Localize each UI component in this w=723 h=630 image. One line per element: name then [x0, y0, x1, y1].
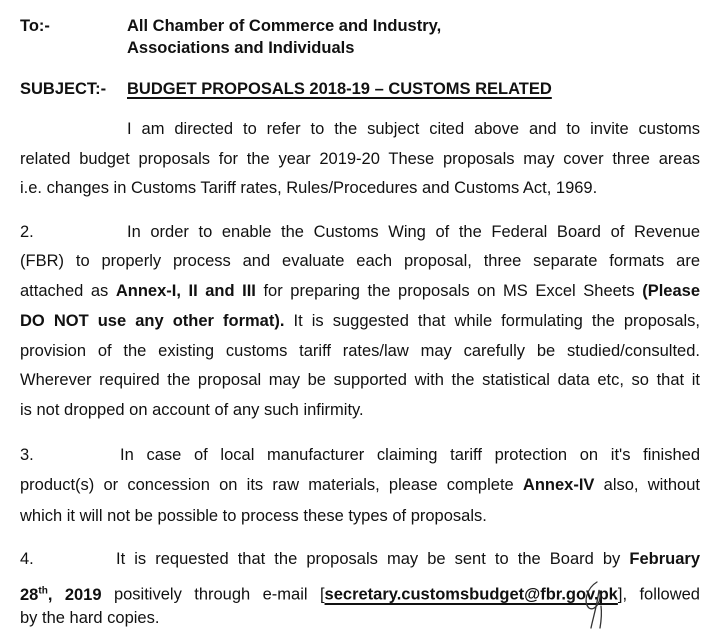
para3-line-3: which it will not be possible to process these types of proposals. — [20, 507, 487, 525]
para2-line-3 — [20, 280, 700, 302]
format-warning: DO NOT use any other format). — [20, 312, 285, 330]
para3-line-2 — [20, 474, 700, 496]
para2-line-4 — [20, 310, 700, 332]
para2-line-2: (FBR) to properly process and evaluate each proposal, three separate formats are — [20, 252, 700, 270]
para2-line-4-b: It is suggested that while formulating the proposals, — [293, 312, 700, 330]
para4-line-3: by the hard copies. — [20, 609, 160, 627]
para2-line-1: In order to enable the Customs Wing of the Federal Board of Revenue — [127, 223, 700, 241]
subject-label: SUBJECT:- — [20, 80, 107, 98]
handwritten-signature-mark — [575, 578, 615, 630]
para4-line-1-a: It is requested that the proposals may be sent to the Board by — [116, 550, 621, 568]
para3-line-2-a: product(s) or concession on its raw materials, please complete — [20, 476, 514, 494]
para3-number: 3. — [20, 446, 34, 464]
para2-line-7: is not dropped on account of any such infirmity. — [20, 401, 364, 419]
para3-line-1: In case of local manufacturer claiming tariff protection on it's finished — [120, 446, 700, 464]
para4-line-1 — [116, 548, 700, 570]
subject-title: BUDGET PROPOSALS 2018-19 – CUSTOMS RELATED — [127, 80, 552, 98]
email-link[interactable]: secretary.customsbudget@fbr.gov.pk — [324, 585, 618, 604]
para3-line-2-c: also, without — [603, 476, 700, 494]
para4-number: 4. — [20, 550, 34, 568]
para2-line-5: provision of the existing customs tariff rates/law may carefully be studied/consulted. — [20, 342, 700, 360]
deadline-month: February — [629, 550, 700, 568]
annex-iv: Annex-IV — [522, 476, 595, 494]
para2-line-6: Wherever required the proposal may be supported with the statistical data etc, so that it — [20, 371, 700, 389]
para2-line-3-c: for preparing the proposals on MS Excel Sheets — [263, 282, 635, 300]
para1-line-2: related budget proposals for the year 2019-20 These proposals may cover three areas — [20, 150, 700, 168]
para2-number: 2. — [20, 223, 34, 241]
para1-line-1: I am directed to refer to the subject cited above and to invite customs — [127, 120, 700, 138]
to-label: To:- — [20, 17, 50, 35]
para4-line-2-c: positively through e-mail [ — [113, 585, 325, 604]
deadline-day: 28th, 2019 — [20, 585, 102, 604]
annex-i-ii-iii: Annex-I, II and III — [115, 282, 256, 300]
para4-line-2-d: ], followed — [617, 585, 700, 604]
para2-line-3-d: (Please — [642, 282, 700, 300]
recipients-line-2: Associations and Individuals — [127, 39, 355, 57]
para1-line-3: i.e. changes in Customs Tariff rates, Rules/Procedures and Customs Act, 1969. — [20, 179, 598, 197]
recipients-line-1: All Chamber of Commerce and Industry, — [127, 17, 442, 35]
para2-line-3-a: attached as — [20, 282, 109, 300]
